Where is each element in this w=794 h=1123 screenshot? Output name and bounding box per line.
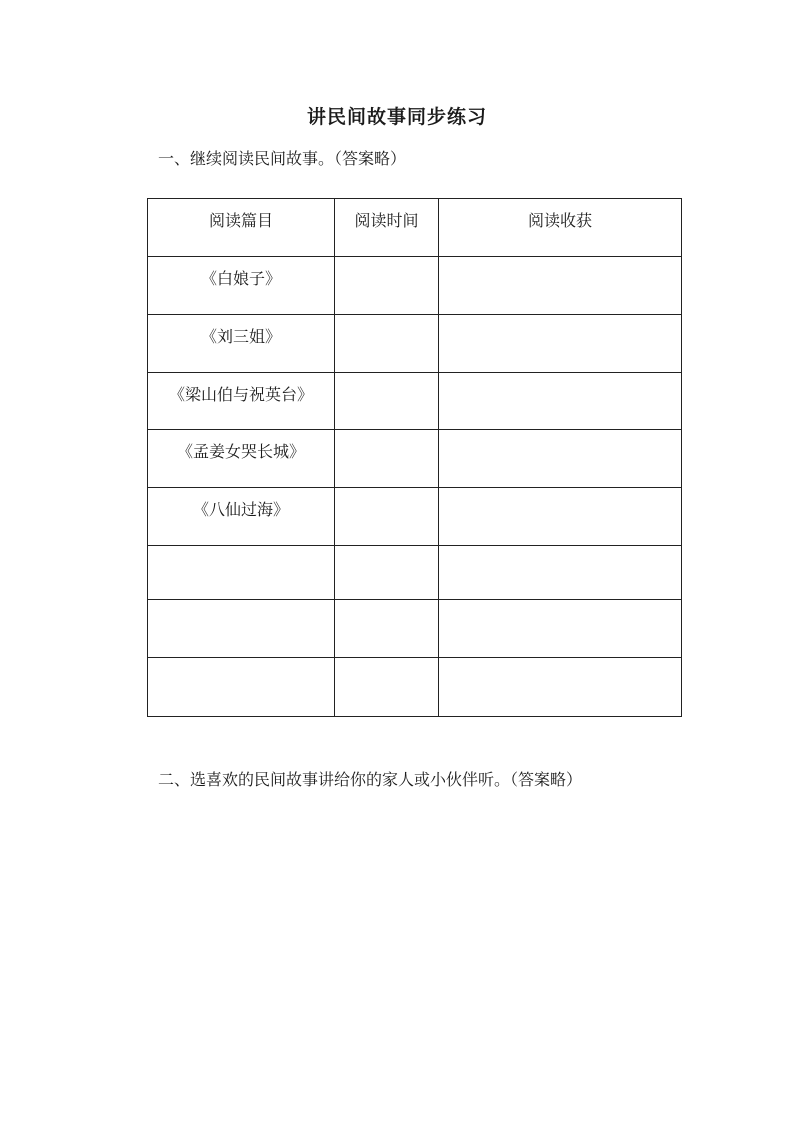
table-row — [148, 488, 682, 546]
reading-gain-cell[interactable] — [439, 600, 682, 658]
story-title-cell: 《梁山伯与祝英台》 — [148, 373, 335, 430]
table-header-row — [148, 199, 682, 257]
page-title: 讲民间故事同步练习 — [306, 106, 487, 128]
reading-log-table — [147, 198, 682, 717]
question-2: 二、选喜欢的民间故事讲给你的家人或小伙伴听。（答案略） — [158, 770, 583, 789]
reading-time-cell[interactable] — [335, 315, 439, 373]
reading-time-cell[interactable] — [335, 257, 439, 315]
table-row — [148, 600, 682, 658]
story-title-cell: 《八仙过海》 — [148, 488, 335, 546]
reading-gain-cell[interactable] — [439, 658, 682, 717]
table-row — [148, 373, 682, 430]
reading-gain-cell[interactable] — [439, 430, 682, 488]
question-1: 一、继续阅读民间故事。（答案略） — [158, 149, 407, 168]
table-row — [148, 315, 682, 373]
reading-time-cell[interactable] — [335, 373, 439, 430]
reading-gain-cell[interactable] — [439, 488, 682, 546]
reading-gain-cell[interactable] — [439, 315, 682, 373]
reading-gain-cell[interactable] — [439, 546, 682, 600]
header-time: 阅读时间 — [335, 199, 439, 257]
reading-gain-cell[interactable] — [439, 373, 682, 430]
reading-gain-cell[interactable] — [439, 257, 682, 315]
reading-time-cell[interactable] — [335, 430, 439, 488]
header-title: 阅读篇目 — [148, 199, 335, 257]
reading-time-cell[interactable] — [335, 658, 439, 717]
table-row — [148, 430, 682, 488]
story-title-cell[interactable] — [148, 658, 335, 717]
story-title-cell: 《刘三姐》 — [148, 315, 335, 373]
story-title-cell[interactable] — [148, 546, 335, 600]
story-title-cell: 《白娘子》 — [148, 257, 335, 315]
table-row — [148, 546, 682, 600]
story-title-cell[interactable] — [148, 600, 335, 658]
reading-time-cell[interactable] — [335, 488, 439, 546]
reading-time-cell[interactable] — [335, 546, 439, 600]
table-row — [148, 658, 682, 717]
header-gain: 阅读收获 — [439, 199, 682, 257]
story-title-cell: 《孟姜女哭长城》 — [148, 430, 335, 488]
table-row — [148, 257, 682, 315]
reading-time-cell[interactable] — [335, 600, 439, 658]
